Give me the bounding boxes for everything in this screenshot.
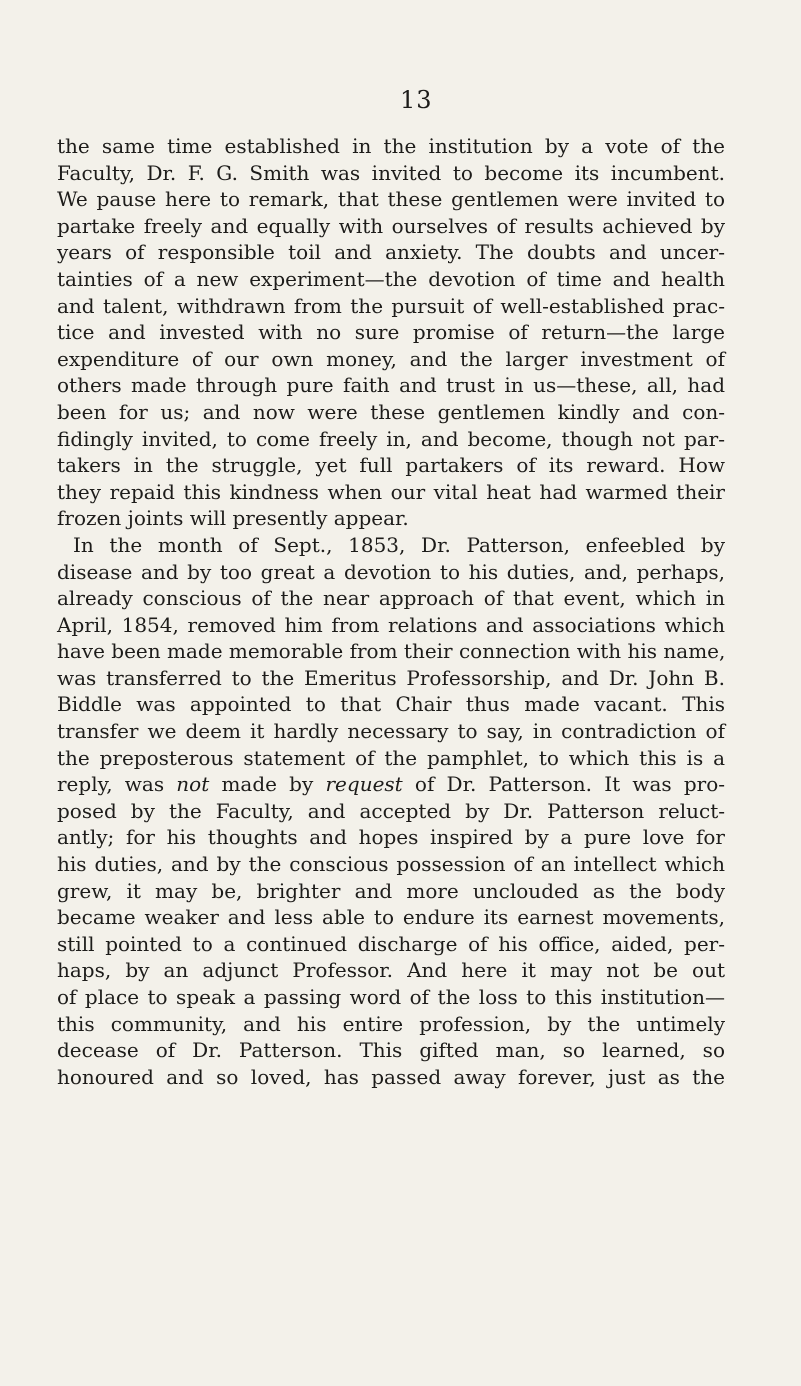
paragraph-2 <box>57 532 725 1090</box>
text-line: honoured and so loved, has passed away forever, just as the <box>57 1064 725 1089</box>
text-line: became weaker and less able to endure its earnest movements, <box>57 905 725 930</box>
text-line: transfer we deem it hardly necessary to say, in contradiction of <box>57 719 725 744</box>
text-line: grew, it may be, brighter and more unclouded as the body <box>57 878 725 903</box>
text-line: decease of Dr. Patterson. This gifted man, so learned, so <box>57 1038 725 1063</box>
text-line: disease and by too great a devotion to his duties, and, perhaps, <box>57 559 725 584</box>
text-line: fidingly invited, to come freely in, and become, though not par- <box>57 426 725 451</box>
body-text <box>57 133 725 1090</box>
text-line: was transferred to the Emeritus Professorship, and Dr. John B. <box>57 665 725 690</box>
text-line: this community, and his entire profession, by the untimely <box>57 1011 725 1036</box>
text-line: reply, was not made by request of Dr. Patterson. It was pro- <box>57 772 726 797</box>
text-line: of place to speak a passing word of the loss to this institution— <box>57 985 725 1009</box>
text-line: takers in the struggle, yet full partakers of its reward. How <box>57 453 725 478</box>
text-line: partake freely and equally with ourselves of results achieved by <box>57 213 725 238</box>
text-line: antly; for his thoughts and hopes inspired by a pure love for <box>57 825 725 850</box>
text-line: tice and invested with no sure promise of return—the large <box>57 320 725 345</box>
text-line: years of responsible toil and anxiety. The doubts and uncer- <box>57 240 725 265</box>
text-line: have been made memorable from their connection with his name, <box>57 639 726 664</box>
text-line: still pointed to a continued discharge of his office, aided, per- <box>57 931 725 956</box>
emphasis-text: request <box>325 772 403 797</box>
text-line: Biddle was appointed to that Chair thus made vacant. This <box>57 692 725 717</box>
text-line: the same time established in the institution by a vote of the <box>57 134 725 158</box>
text-line: others made through pure faith and trust in us—these, all, had <box>57 373 725 398</box>
text-line: April, 1854, removed him from relations and associations which <box>57 612 725 637</box>
text-line: they repaid this kindness when our vital heat had warmed their <box>57 479 725 504</box>
text-line: frozen joints will presently appear. <box>57 506 409 531</box>
paragraph-1 <box>57 133 725 532</box>
page-number: 13 <box>400 86 433 114</box>
text-line: tainties of a new experiment—the devotion of time and health <box>57 266 725 291</box>
text-line: his duties, and by the conscious possession of an intellect which <box>57 852 725 877</box>
text-line: and talent, withdrawn from the pursuit of well-established prac- <box>57 293 725 318</box>
text-line: expenditure of our own money, and the larger investment of <box>57 346 725 371</box>
text-line: been for us; and now were these gentlemen kindly and con- <box>57 399 725 424</box>
text-line: posed by the Faculty, and accepted by Dr. Patterson reluct- <box>57 798 725 823</box>
text-line: We pause here to remark, that these gentlemen were invited to <box>57 187 725 212</box>
text-line: the preposterous statement of the pamphlet, to which this is a <box>57 745 725 770</box>
text-line: In the month of Sept., 1853, Dr. Patterson, enfeebled by <box>73 532 725 557</box>
emphasis-text: not <box>176 772 210 797</box>
text-line: already conscious of the near approach of that event, which in <box>57 586 725 611</box>
text-line: haps, by an adjunct Professor. And here it may not be out <box>57 958 725 983</box>
text-line: Faculty, Dr. F. G. Smith was invited to become its incumbent. <box>57 160 725 185</box>
